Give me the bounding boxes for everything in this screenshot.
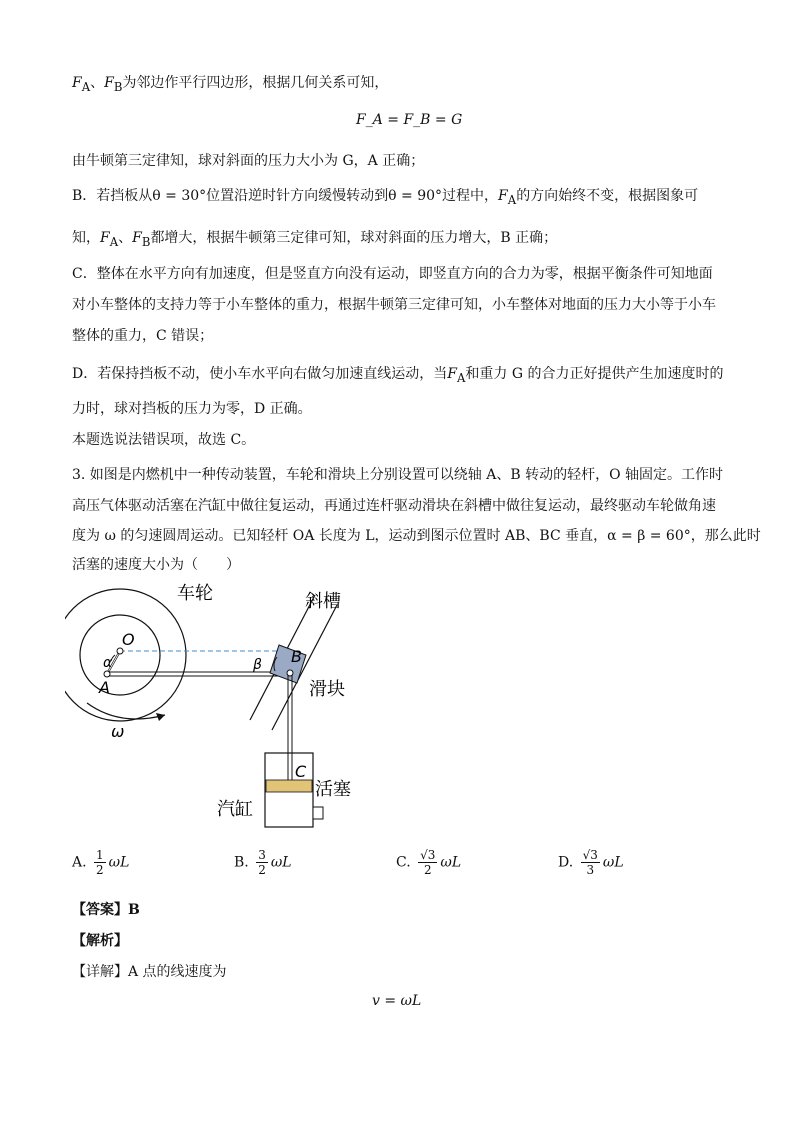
- option-b-num: 3: [258, 848, 266, 862]
- option-c-tail: ωL: [440, 854, 462, 871]
- question-line-1: 3. 如图是内燃机中一种传动装置，车轮和滑块上分别设置可以绕轴 A、B 转动的轻杆，O 轴固定。工作时: [72, 467, 724, 483]
- option-b-label: B.: [234, 854, 249, 871]
- option-b-tail: ωL: [270, 854, 292, 871]
- text-line-8: D．若保持挡板不动，使小车水平向右做匀加速直线运动，当$F_A$和重力 G 的合力正好提供产生加速度时的: [72, 366, 724, 385]
- option-c: [396, 848, 461, 877]
- option-d: [558, 848, 624, 877]
- analysis-label: 【解析】: [72, 933, 128, 949]
- text-l4a: 知，: [72, 230, 100, 246]
- label-a: A: [99, 678, 110, 697]
- option-d-fraction: [581, 848, 600, 877]
- option-a-den: 2: [96, 863, 104, 877]
- option-a-num: 1: [96, 848, 104, 862]
- transmission-diagram: [65, 575, 385, 835]
- option-d-label: D.: [558, 854, 574, 871]
- text-line-4: 知，$F_A$、$F_B$都增大，根据牛顿第三定律可知，球对斜面的压力增大，B 正确；: [72, 230, 558, 249]
- text-l4b: 都增大，根据牛顿第三定律可知，球对斜面的压力增大，B 正确；: [150, 230, 558, 246]
- text-line-7: 整体的重力，C 错误；: [72, 328, 214, 344]
- option-d-num: √3: [582, 848, 598, 862]
- text-l8a: D．若保持挡板不动，使小车水平向右做匀加速直线运动，当: [72, 366, 448, 382]
- question-line-2: 高压气体驱动活塞在汽缸中做往复运动，再通过连杆驱动滑块在斜槽中做往复运动，最终驱动车轮做角速: [72, 498, 716, 514]
- label-slider: 滑块: [309, 679, 345, 700]
- label-wheel: 车轮: [177, 583, 213, 604]
- text-line-1: $F_A$、$F_B$为邻边作平行四边形，根据几何关系可知，: [72, 75, 389, 94]
- option-a-tail: ωL: [108, 854, 130, 871]
- option-c-den: 2: [423, 863, 432, 877]
- text-line-2: 由牛顿第三定律知，球对斜面的压力大小为 G，A 正确；: [72, 153, 425, 169]
- text-line-5: C．整体在水平方向有加速度，但是竖直方向没有运动，即竖直方向的合力为零，根据平衡条件可知地面: [72, 266, 713, 282]
- option-a-fraction: [94, 848, 106, 877]
- text-line-3: B．若挡板从θ = 30°位置沿逆时针方向缓慢转动到θ = 90°过程中，$F_A$的方向始终不变，根据图象可: [72, 188, 699, 207]
- label-cylinder: 汽缸: [217, 799, 253, 820]
- wheel-outer-circle: [65, 589, 186, 721]
- omega-arrow-curve: [87, 703, 165, 719]
- label-piston: 活塞: [315, 779, 351, 800]
- option-b: [234, 848, 292, 877]
- cylinder-port: [313, 807, 323, 819]
- label-beta: β: [253, 657, 262, 673]
- option-a: [72, 848, 129, 877]
- piston-plate: [266, 780, 312, 792]
- question-line-3: 度为 ω 的匀速圆周运动。已知轻杆 OA 长度为 L，运动到图示位置时 AB、BC 垂直，α = β = 60°，那么此时: [72, 528, 761, 544]
- option-d-tail: ωL: [602, 854, 624, 871]
- text-line-6: 对小车整体的支持力等于小车整体的重力，根据牛顿第三定律可知，小车整体对地面的压力大小等于小车: [72, 297, 716, 313]
- option-d-den: 3: [586, 863, 595, 877]
- option-c-fraction: [418, 848, 437, 877]
- text-l8b: 和重力 G 的合力正好提供产生加速度时的: [465, 366, 724, 382]
- label-alpha: α: [103, 655, 113, 671]
- question-line-4: 活塞的速度大小为（ ）: [72, 557, 240, 573]
- text-l3b: 的方向始终不变，根据图象可: [516, 188, 699, 204]
- detail-line: 【详解】A 点的线速度为: [72, 964, 227, 980]
- option-c-num: √3: [420, 848, 436, 862]
- label-omega: ω: [111, 722, 125, 741]
- text-l1: 为邻边作平行四边形，根据几何关系可知，: [122, 75, 389, 91]
- equation-v: v = ωL: [372, 993, 422, 1009]
- option-b-fraction: [256, 848, 268, 877]
- text-line-9: 力时，球对挡板的压力为零，D 正确。: [72, 401, 312, 417]
- answer-line: 【答案】B: [72, 902, 140, 918]
- label-o: O: [122, 630, 135, 649]
- pivot-a: [104, 671, 110, 677]
- wheel-inner-circle: [80, 615, 160, 695]
- label-groove: 斜槽: [305, 591, 341, 612]
- option-a-label: A.: [72, 854, 87, 871]
- text-l3a: B．若挡板从θ = 30°位置沿逆时针方向缓慢转动到θ = 90°过程中，: [72, 188, 499, 204]
- option-b-den: 2: [258, 863, 266, 877]
- text-line-10: 本题选说法错误项，故选 C。: [72, 432, 256, 448]
- equation-1: F_A = F_B = G: [356, 112, 463, 128]
- option-c-label: C.: [396, 854, 411, 871]
- label-b: B: [291, 647, 302, 666]
- label-c: C: [295, 762, 307, 781]
